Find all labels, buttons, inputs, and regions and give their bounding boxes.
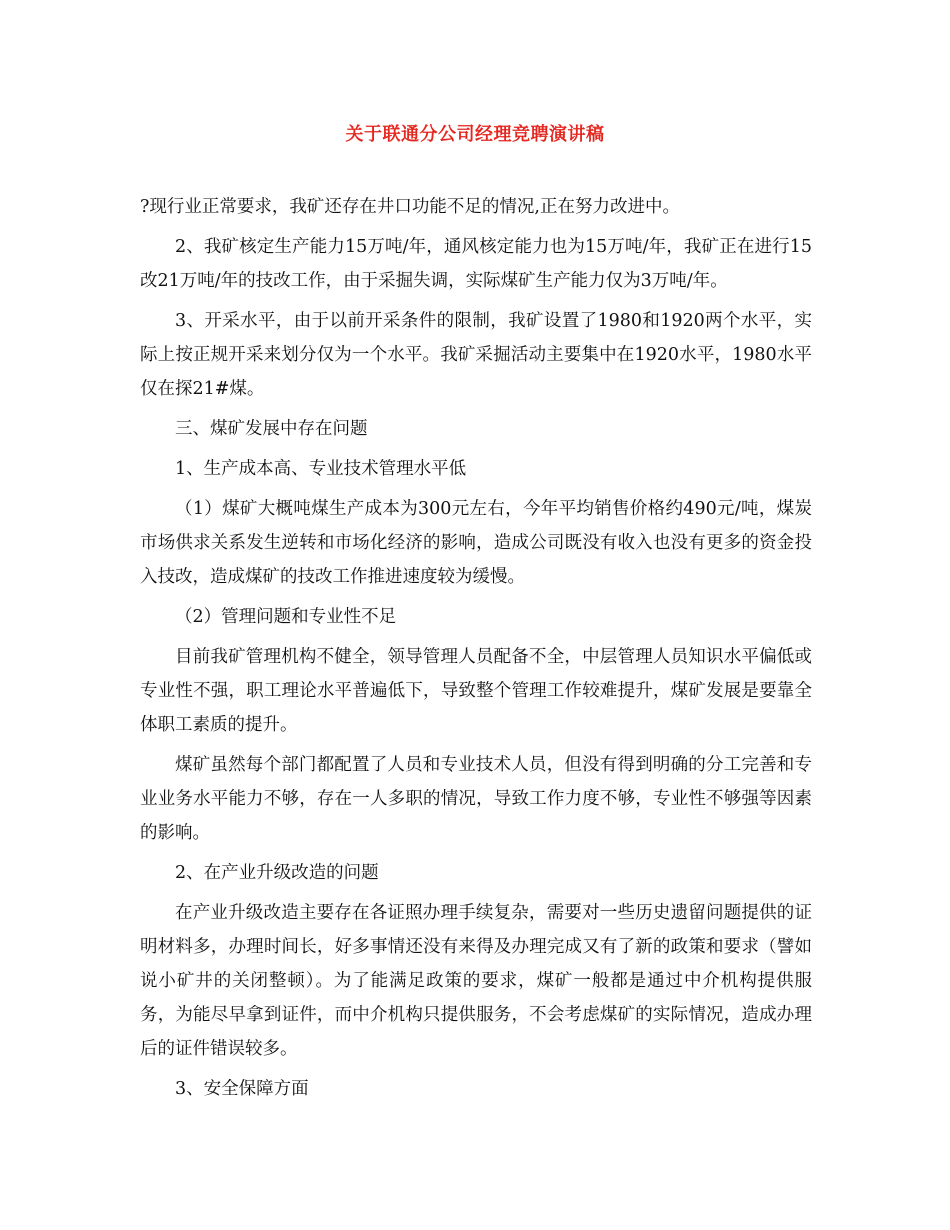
subsection-heading: （2）管理问题和专业性不足 — [175, 607, 397, 627]
paragraph: 3、开采水平，由于以前开采条件的限制，我矿设置了1980和1920两个水平，实际上按正规开采来划分仅为一个水平。我矿采掘活动主要集中在1920水平，1980水平仅在探21#煤。 — [140, 311, 812, 399]
paragraph: ?现行业正常要求，我矿还存在井口功能不足的情况,正在努力改进中。 — [140, 197, 680, 217]
paragraph: 目前我矿管理机构不健全，领导管理人员配备不全，中层管理人员知识水平偏低或专业性不强，职工理论水平普遍低下，导致整个管理工作较难提升，煤矿发展是要靠全体职工素质的提升。 — [140, 647, 812, 735]
paragraph: 在产业升级改造主要存在各证照办理手续复杂，需要对一些历史遗留问题提供的证明材料多，办理时间长，好多事情还没有来得及办理完成又有了新的政策和要求（譬如说小矿井的关闭整顿）。为了能满足政策的要求，煤矿一般都是通过中介机构提供服务，为能尽早拿到证件，而中介机构只提供服务，不会考虑煤矿的实际情况，造成办理后的证件错误较多。 — [140, 903, 812, 1059]
paragraph: 2、我矿核定生产能力15万吨/年，通风核定能力也为15万吨/年，我矿正在进行15改21万吨/年的技改工作，由于采掘失调，实际煤矿生产能力仅为3万吨/年。 — [140, 237, 812, 291]
document-title: 关于联通分公司经理竞聘演讲稿 — [345, 124, 605, 145]
section-heading: 三、煤矿发展中存在问题 — [175, 419, 368, 439]
paragraph: （1）煤矿大概吨煤生产成本为300元左右，今年平均销售价格约490元/吨，煤炭市场供求关系发生逆转和市场化经济的影响，造成公司既没有收入也没有更多的资金投入技改，造成煤矿的技改工作推进速度较为缓慢。 — [140, 499, 812, 587]
paragraph: 煤矿虽然每个部门都配置了人员和专业技术人员，但没有得到明确的分工完善和专业业务水平能力不够，存在一人多职的情况，导致工作力度不够，专业性不够强等因素的影响。 — [140, 755, 812, 843]
subsection-heading: 1、生产成本高、专业技术管理水平低 — [175, 459, 467, 479]
subsection-heading: 3、安全保障方面 — [175, 1079, 309, 1099]
document-body — [140, 190, 812, 1112]
subsection-heading: 2、在产业升级改造的问题 — [175, 863, 379, 883]
